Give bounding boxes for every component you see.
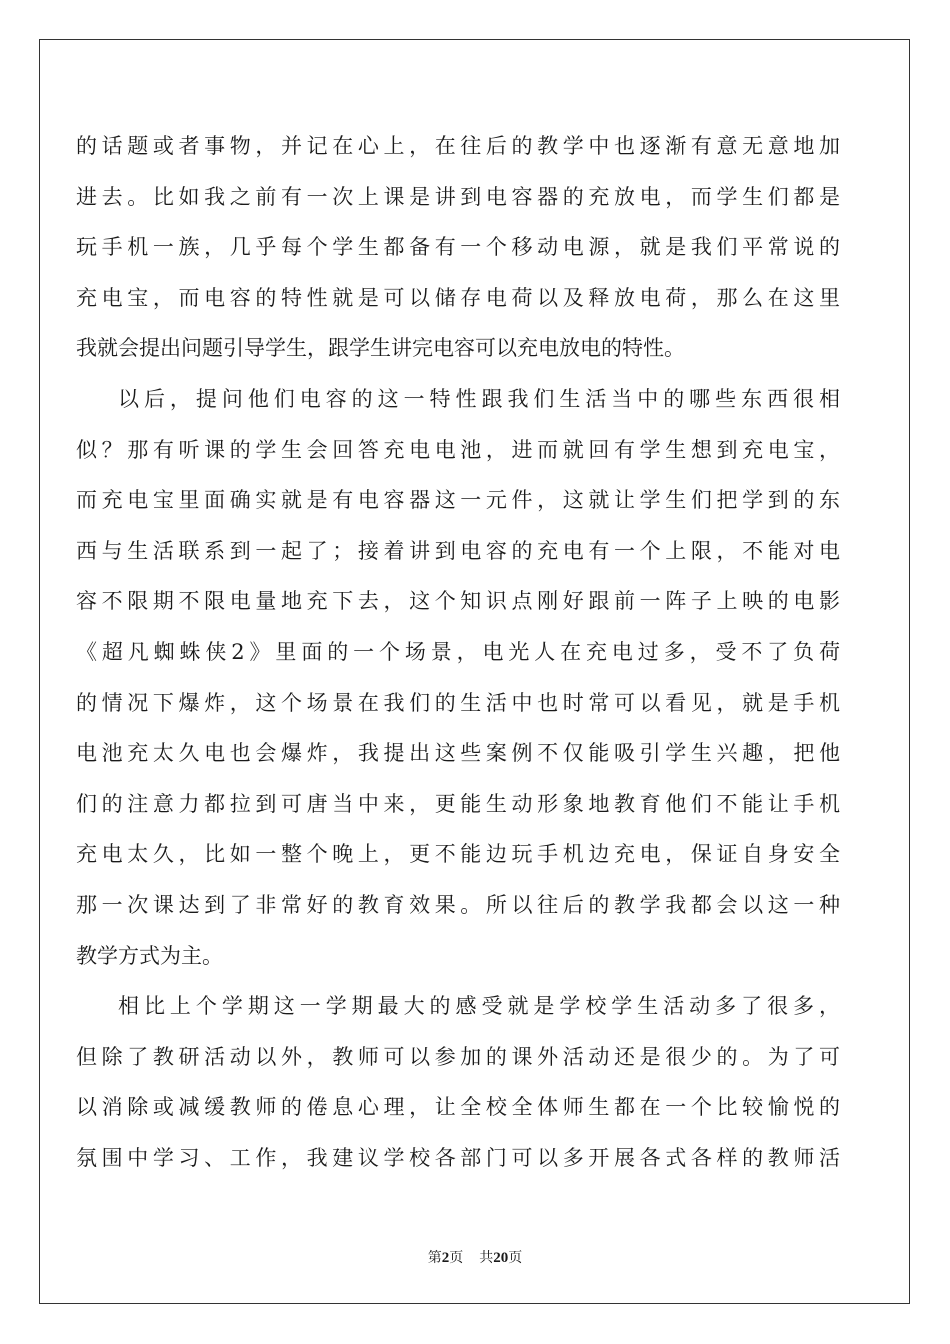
text-line: 进去。比如我之前有一次上课是讲到电容器的充放电，而学生们都是 [76,184,840,209]
text-line: 容不限期不限电量地充下去，这个知识点刚好跟前一阵子上映的电影 [76,589,840,614]
text-line: 相比上个学期这一学期最大的感受就是学校学生活动多了很多， [118,994,840,1019]
text-line: 们的注意力都拉到可唐当中来，更能生动形象地教育他们不能让手机 [76,791,840,816]
text-line: 以消除或减缓教师的倦息心理，让全校全体师生都在一个比较愉悦的 [76,1095,840,1120]
text-line: 充电宝，而电容的特性就是可以储存电荷以及释放电荷，那么在这里 [76,285,840,310]
total-prefix: 共 [479,1250,494,1266]
text-line: 《超凡蜘蛛侠2》里面的一个场景，电光人在充电过多，受不了负荷 [76,639,840,664]
page-suffix: 页 [449,1250,464,1266]
text-line: 氛围中学习、工作，我建议学校各部门可以多开展各式各样的教师活 [76,1145,840,1170]
page-footer [0,1247,950,1267]
text-line: 但除了教研活动以外，教师可以参加的课外活动还是很少的。为了可 [76,1044,840,1069]
text-line: 似？那有听课的学生会回答充电电池，进而就回有学生想到充电宝， [76,437,840,462]
text-line: 玩手机一族，几乎每个学生都备有一个移动电源，就是我们平常说的 [76,235,840,260]
page-prefix: 第 [427,1250,442,1266]
text-line: 的话题或者事物，并记在心上，在往后的教学中也逐渐有意无意地加 [76,134,840,158]
text-line: 我就会提出问题引导学生，跟学生讲完电容可以充电放电的特性。 [76,336,685,361]
page-number: 2 [441,1250,450,1266]
text-line: 充电太久，比如一整个晚上，更不能边玩手机边充电，保证自身安全 [76,842,840,867]
text-line: 而充电宝里面确实就是有电容器这一元件，这就让学生们把学到的东 [76,488,840,513]
text-line: 的情况下爆炸，这个场景在我们的生活中也时常可以看见，就是手机 [76,690,840,715]
total-pages: 20 [493,1250,509,1266]
text-line: 以后，提问他们电容的这一特性跟我们生活当中的哪些东西很相 [118,386,840,411]
total-suffix: 页 [508,1250,523,1266]
text-line: 电池充太久电也会爆炸，我提出这些案例不仅能吸引学生兴趣，把他 [76,741,840,766]
text-line: 那一次课达到了非常好的教育效果。所以往后的教学我都会以这一种 [76,892,840,917]
document-body [76,121,840,1183]
text-line: 西与生活联系到一起了；接着讲到电容的充电有一个上限，不能对电 [76,538,840,563]
text-line: 教学方式为主。 [76,943,223,968]
